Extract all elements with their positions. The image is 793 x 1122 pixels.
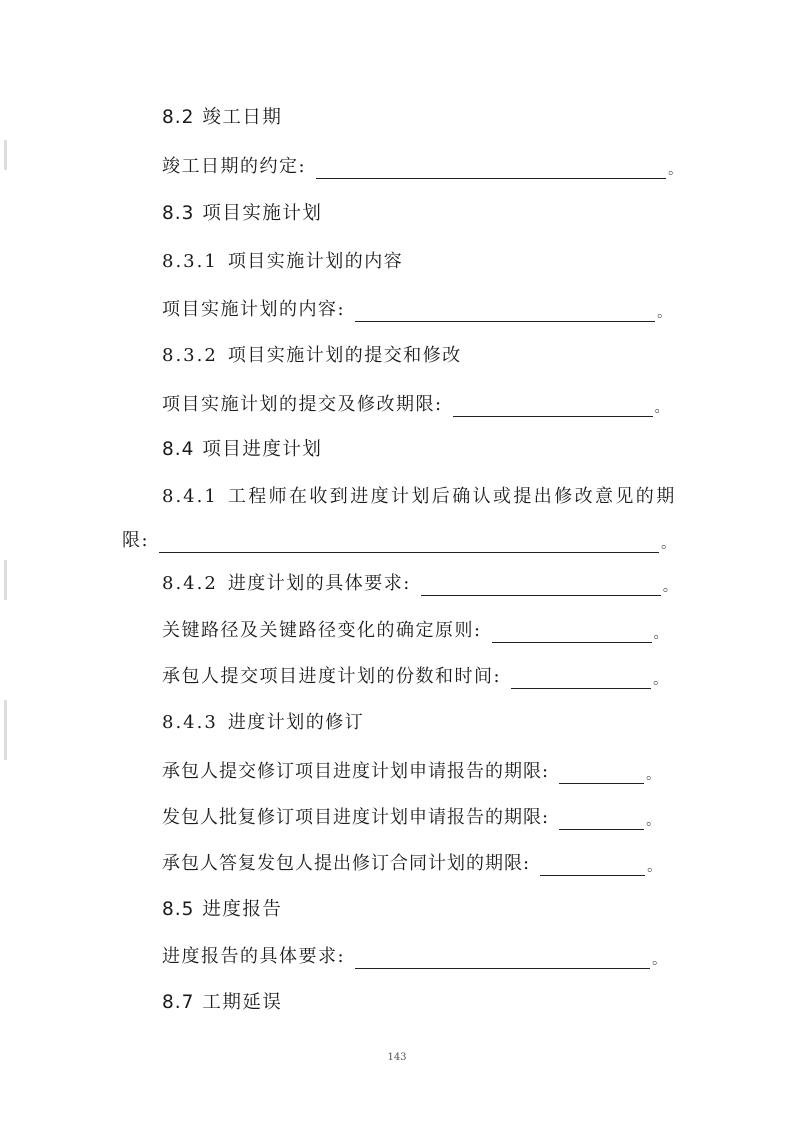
field-plan-submit-deadline xyxy=(162,393,669,417)
section-title: 项目实施计划的提交和修改 xyxy=(227,345,462,366)
field-completion-date xyxy=(162,155,682,179)
field-label: 竣工日期的约定: xyxy=(162,156,307,177)
fill-in-blank[interactable] xyxy=(421,578,661,596)
page-number: 143 xyxy=(387,1052,407,1063)
field-label: 项目实施计划的提交及修改期限: xyxy=(162,394,443,415)
fill-in-blank[interactable] xyxy=(159,535,659,553)
field-revision-approval-deadline xyxy=(162,806,660,830)
section-heading-8-3 xyxy=(162,202,322,226)
field-revision-submit-deadline xyxy=(162,760,660,784)
period-mark: 。 xyxy=(652,952,667,968)
period-mark: 。 xyxy=(668,162,683,178)
subsection-heading-8-4-3 xyxy=(162,711,364,735)
field-plan-content xyxy=(162,298,671,322)
period-mark: 。 xyxy=(662,579,677,595)
period-mark: 。 xyxy=(653,626,668,642)
period-mark: 。 xyxy=(646,767,661,783)
section-number: 8.3.1 xyxy=(162,251,218,272)
scan-edge-noise xyxy=(4,700,7,760)
fill-in-blank[interactable] xyxy=(540,858,645,876)
field-revision-reply-deadline xyxy=(162,852,661,876)
subsection-heading-8-4-1 xyxy=(162,485,677,509)
section-number: 8.4 xyxy=(162,439,195,460)
field-label: 承包人提交修订项目进度计划申请报告的期限: xyxy=(162,761,550,782)
section-heading-8-5 xyxy=(162,898,282,922)
section-number: 8.5 xyxy=(162,899,195,920)
field-label: 项目实施计划的内容: xyxy=(162,299,346,320)
section-title: 工期延误 xyxy=(202,992,283,1013)
field-label: 发包人批复修订项目进度计划申请报告的期限: xyxy=(162,807,550,828)
subsection-heading-8-3-1 xyxy=(162,250,403,274)
section-title: 项目实施计划 xyxy=(202,203,323,224)
field-label: 承包人提交项目进度计划的份数和时间: xyxy=(162,666,502,687)
period-mark: 。 xyxy=(647,859,662,875)
section-title: 进度计划的修订 xyxy=(227,712,365,733)
field-label: 承包人答复发包人提出修订合同计划的期限: xyxy=(162,853,531,874)
section-number: 8.2 xyxy=(162,107,195,128)
fill-in-blank[interactable] xyxy=(492,625,652,643)
period-mark: 。 xyxy=(653,672,668,688)
fill-in-blank[interactable] xyxy=(355,304,655,322)
scan-edge-noise xyxy=(4,140,7,170)
field-review-deadline xyxy=(122,529,675,553)
period-mark: 。 xyxy=(654,400,669,416)
section-number: 8.7 xyxy=(162,992,195,1013)
section-title: 竣工日期 xyxy=(202,107,283,128)
section-title: 工程师在收到进度计划后确认或提出修改意见的期 xyxy=(227,486,677,507)
section-heading-8-2 xyxy=(162,106,282,130)
section-title: 项目进度计划 xyxy=(202,439,323,460)
field-label: 进度报告的具体要求: xyxy=(162,946,346,967)
section-number: 8.4.3 xyxy=(162,712,218,733)
subsection-heading-8-3-2 xyxy=(162,344,462,368)
period-mark: 。 xyxy=(646,813,661,829)
field-label: 进度计划的具体要求: xyxy=(227,573,411,594)
section-heading-8-4 xyxy=(162,438,322,462)
section-heading-8-7 xyxy=(162,991,282,1015)
section-number: 8.4.2 xyxy=(162,573,218,594)
fill-in-blank[interactable] xyxy=(316,161,666,179)
fill-in-blank[interactable] xyxy=(355,951,650,969)
section-number: 8.3 xyxy=(162,203,195,224)
period-mark: 。 xyxy=(657,305,672,321)
field-label: 限: xyxy=(122,530,150,551)
period-mark: 。 xyxy=(661,536,676,552)
field-copies-and-time xyxy=(162,665,667,689)
fill-in-blank[interactable] xyxy=(559,766,644,784)
fill-in-blank[interactable] xyxy=(559,812,644,830)
subsection-heading-8-4-2 xyxy=(162,572,677,596)
fill-in-blank[interactable] xyxy=(511,671,651,689)
field-critical-path xyxy=(162,619,668,643)
section-number: 8.4.1 xyxy=(162,486,218,507)
fill-in-blank[interactable] xyxy=(453,399,653,417)
section-number: 8.3.2 xyxy=(162,345,218,366)
section-title: 项目实施计划的内容 xyxy=(227,251,404,272)
field-progress-report xyxy=(162,945,666,969)
section-title: 进度报告 xyxy=(202,899,283,920)
field-label: 关键路径及关键路径变化的确定原则: xyxy=(162,620,482,641)
scan-edge-noise xyxy=(4,560,7,600)
